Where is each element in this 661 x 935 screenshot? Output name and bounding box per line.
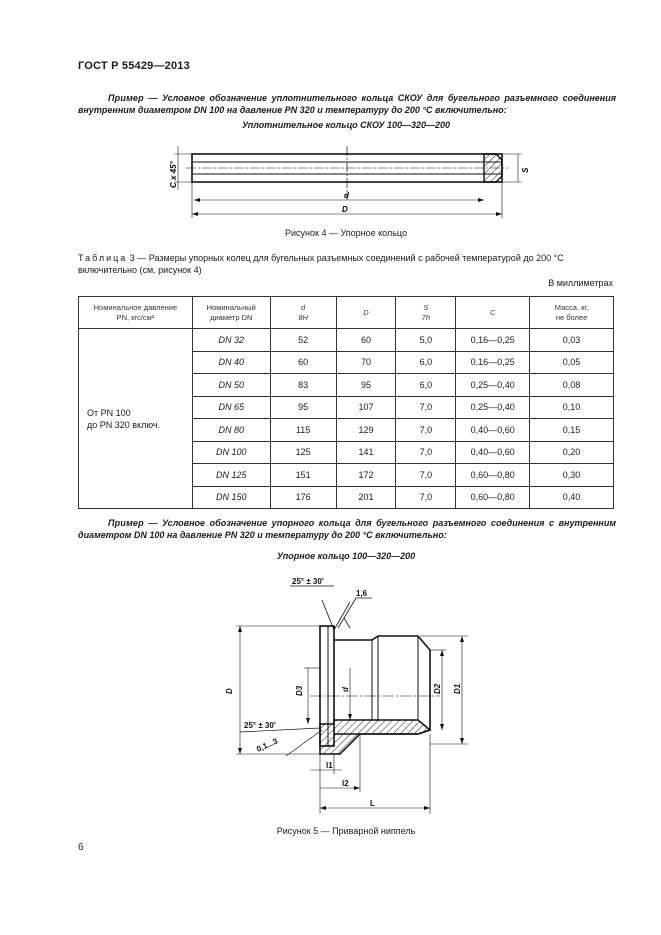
units-note: В миллиметрах bbox=[548, 278, 613, 288]
col-header-D: D bbox=[336, 297, 396, 329]
cell-D: 172 bbox=[336, 464, 396, 487]
cell-D: 70 bbox=[336, 351, 396, 374]
table-header-row bbox=[79, 297, 614, 329]
cell-C: 0,25—0,40 bbox=[456, 374, 530, 397]
cell-dn: DN 32 bbox=[192, 329, 270, 352]
cell-d: 151 bbox=[270, 464, 336, 487]
cell-dn: DN 125 bbox=[192, 464, 270, 487]
cell-d: 115 bbox=[270, 419, 336, 442]
table-3 bbox=[78, 296, 614, 509]
cell-d: 125 bbox=[270, 441, 336, 464]
cell-dn: DN 150 bbox=[192, 486, 270, 509]
cell-dn: DN 100 bbox=[192, 441, 270, 464]
example-text: — Условное обозначение уплотнительного кольца СКОУ для бугельного разъемного соединения внутренним диаметром DN 100 на давление PN 320 и температуру до 200 °С включительно: bbox=[78, 93, 616, 115]
figure-5-drawing bbox=[210, 570, 490, 820]
col-header-pn: Номинальное давление PN, кгс/см² bbox=[79, 297, 193, 329]
figure-4-caption: Рисунок 4 — Упорное кольцо bbox=[285, 228, 407, 238]
figure-4-drawing bbox=[150, 140, 540, 230]
L-label: L bbox=[370, 799, 375, 808]
example-label: Пример bbox=[108, 93, 144, 103]
chamfer-label: C x 45° bbox=[169, 161, 178, 188]
D-label: D bbox=[342, 205, 348, 214]
example-text: — Условное обозначение упорного кольца для бугельного разъемного соединения с внутренним диаметром DN 100 на давление PN 320 и температуру до 200 °С включительно: bbox=[78, 518, 616, 540]
cell-dn: DN 50 bbox=[192, 374, 270, 397]
cell-d: 83 bbox=[270, 374, 336, 397]
D-label: D bbox=[225, 688, 234, 694]
table-caption-text: 3 — Размеры упорных колец для бугельных разъемных соединений с рабочей температурой до 200 °С включительно (см. рисунок 4) bbox=[78, 253, 564, 275]
col-header-d: d 8H bbox=[270, 297, 336, 329]
cell-D: 201 bbox=[336, 486, 396, 509]
page-number: 6 bbox=[78, 842, 84, 853]
cell-S: 6,0 bbox=[396, 374, 456, 397]
col-header-S: S 7h bbox=[396, 297, 456, 329]
d-label: d bbox=[344, 191, 349, 200]
cell-mass: 0,30 bbox=[530, 464, 614, 487]
cell-C: 0,60—0,80 bbox=[456, 486, 530, 509]
cell-S: 7,0 bbox=[396, 396, 456, 419]
cell-dn: DN 40 bbox=[192, 351, 270, 374]
cell-C: 0,16—0,25 bbox=[456, 351, 530, 374]
cell-S: 7,0 bbox=[396, 486, 456, 509]
nipple-section bbox=[320, 720, 430, 754]
cell-D: 107 bbox=[336, 396, 396, 419]
cell-S: 6,0 bbox=[396, 351, 456, 374]
table-caption-prefix: Таблица bbox=[78, 253, 128, 263]
angle-top-label: 25° ± 30' bbox=[292, 577, 324, 586]
cell-D: 95 bbox=[336, 374, 396, 397]
cell-S: 5,0 bbox=[396, 329, 456, 352]
cell-D: 141 bbox=[336, 441, 396, 464]
cell-mass: 0,40 bbox=[530, 486, 614, 509]
cell-C: 0,40—0,60 bbox=[456, 419, 530, 442]
D2-label: D2 bbox=[433, 683, 442, 694]
d-label: d bbox=[341, 687, 350, 692]
figure-5-caption: Рисунок 5 — Приварной ниппель bbox=[276, 826, 416, 836]
roughness-symbol bbox=[338, 598, 372, 628]
cell-mass: 0,03 bbox=[530, 329, 614, 352]
table-3-caption bbox=[78, 252, 618, 276]
cell-dn: DN 80 bbox=[192, 419, 270, 442]
cell-d: 95 bbox=[270, 396, 336, 419]
cell-mass: 0,10 bbox=[530, 396, 614, 419]
l1-label: l1 bbox=[326, 761, 333, 770]
designation-2: Упорное кольцо 100—320—200 bbox=[276, 551, 416, 561]
col-header-dn: Номинальный диаметр DN bbox=[192, 297, 270, 329]
angle-bottom-label: 25° ± 30' bbox=[244, 721, 276, 730]
cell-mass: 0,15 bbox=[530, 419, 614, 442]
cell-mass: 0,20 bbox=[530, 441, 614, 464]
cell-C: 0,25—0,40 bbox=[456, 396, 530, 419]
example-paragraph-2 bbox=[78, 517, 616, 541]
s-label: S bbox=[521, 167, 530, 173]
document-header: ГОСТ Р 55429—2013 bbox=[78, 60, 190, 72]
cell-mass: 0,05 bbox=[530, 351, 614, 374]
D1-label: D1 bbox=[453, 683, 462, 694]
cell-S: 7,0 bbox=[396, 419, 456, 442]
l2-label: l2 bbox=[342, 779, 349, 788]
cell-S: 7,0 bbox=[396, 441, 456, 464]
example-paragraph-1 bbox=[78, 92, 616, 116]
pressure-group-cell: От PN 100 до PN 320 включ. bbox=[79, 329, 193, 509]
cell-D: 60 bbox=[336, 329, 396, 352]
cell-d: 60 bbox=[270, 351, 336, 374]
roughness-label: 1,6 bbox=[356, 589, 368, 598]
D3-label: D3 bbox=[295, 685, 304, 696]
col-header-C: C bbox=[456, 297, 530, 329]
table-row bbox=[79, 329, 614, 352]
cell-d: 176 bbox=[270, 486, 336, 509]
cell-dn: DN 65 bbox=[192, 396, 270, 419]
col-header-mass: Масса, кг, не более bbox=[530, 297, 614, 329]
cell-d: 52 bbox=[270, 329, 336, 352]
cell-C: 0,40—0,60 bbox=[456, 441, 530, 464]
cell-mass: 0,08 bbox=[530, 374, 614, 397]
cell-D: 129 bbox=[336, 419, 396, 442]
edge-label: 0,1...3 bbox=[255, 736, 280, 754]
example-label: Пример bbox=[108, 518, 144, 528]
cell-S: 7,0 bbox=[396, 464, 456, 487]
cell-C: 0,16—0,25 bbox=[456, 329, 530, 352]
designation-1: Уплотнительное кольцо СКОУ 100—320—200 bbox=[241, 120, 451, 130]
cell-C: 0,60—0,80 bbox=[456, 464, 530, 487]
